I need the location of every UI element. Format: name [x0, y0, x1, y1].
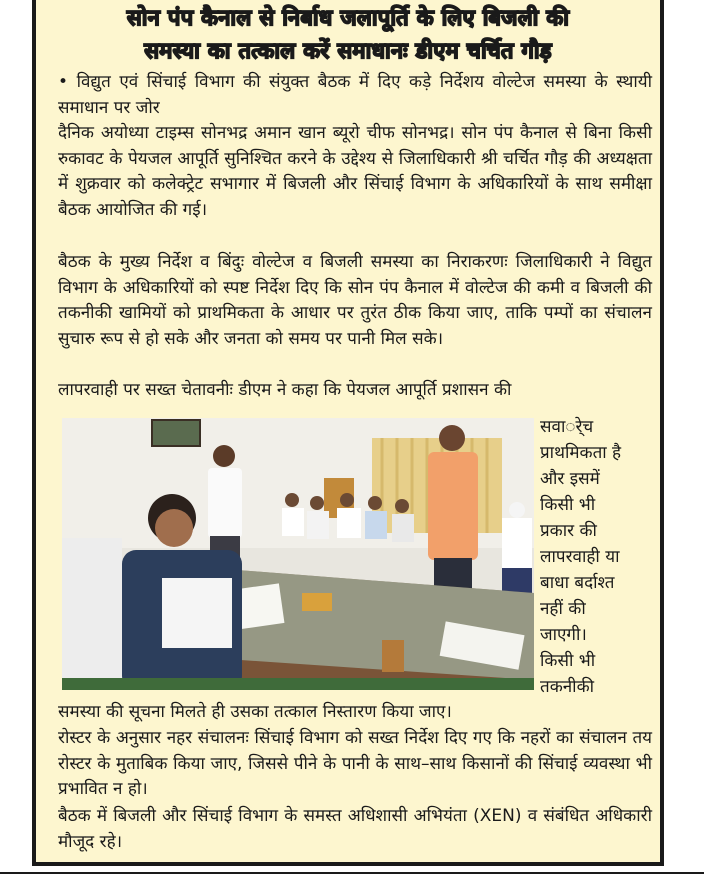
wrapped-line: प्राथमिकता है: [540, 443, 622, 463]
wrapped-line: किसी भी: [540, 651, 596, 671]
directives-paragraph: बैठक के मुख्य निर्देश व बिंदुः वोल्टेज व बिजली समस्या का निराकरणः जिलाधिकारी ने विद्युत विभाग के अधिकारियों को स्पष्ट निर्देश दिए कि सोन पंप कैनाल में वोल्टेज की कमी व बिजली की तकनीकी खामियों को प्राथमिकता के आधार पर तुरंत ठीक किया जाए, ताकि पम्पों का संचालन सुचारु रूप से हो सके और जनता को समय पर पानी मिल सके।: [58, 252, 652, 349]
headline: [36, 2, 660, 68]
closing-paragraph: बैठक में बिजली और सिंचाई विभाग के समस्त अधिशासी अभियंता (XEN) व संबंधित अधिकारी मौजूद रहे।: [58, 806, 652, 852]
warning-continuation: समस्या की सूचना मिलते ही उसका तत्काल निस्तारण किया जाए।: [58, 702, 452, 722]
wrapped-line: किसी भी: [540, 495, 596, 515]
intro-paragraph: दैनिक अयोध्या टाइम्स सोनभद्र अमान खान ब्यूरो चीफ सोनभद्र। सोन पंप कैनाल से बिना किसी रुकावट के पेयजल आपूर्ति सुनिश्चित करने के उद्देश्य से जिलाधिकारी श्री चर्चित गौड़ की अध्यक्षता में शुक्रवार को कलेक्ट्रेट सभागार में बिजली और सिंचाई विभाग के अधिकारियों के साथ समीक्षा बैठक आयोजित की गई।: [58, 123, 652, 220]
wrapped-line: और इसमें: [540, 469, 600, 489]
wrapped-line: सवार्ेच: [540, 417, 594, 437]
meeting-photo: [62, 418, 534, 690]
wrapped-line: प्रकार की: [540, 521, 597, 541]
wrapped-line: बाधा बर्दाश्त: [540, 573, 615, 593]
warning-paragraph: लापरवाही पर सख्त चेतावनीः डीएम ने कहा कि पेयजल आपूर्ति प्रशासन की: [58, 380, 512, 400]
headline-line-1: सोन पंप कैनाल से निर्बाध जलापूर्ति के लिए बिजली की: [126, 5, 570, 31]
wrapped-column: [540, 414, 656, 700]
wrapped-line: तकनीकी: [540, 677, 595, 697]
headline-line-2: समस्या का तत्काल करें समाधानः डीएम चर्चित गौड़: [144, 38, 552, 64]
wrapped-line: नहीं की: [540, 599, 586, 619]
roster-paragraph: रोस्टर के अनुसार नहर संचालनः सिंचाई विभाग को सख्त निर्देश दिए गए कि नहरों का संचालन तय रोस्टर के मुताबिक किया जाए, जिससे पीने के पानी के साथ–साथ किसानों की सिंचाई व्यवस्था भी प्रभावित न हो।: [58, 728, 652, 800]
wrapped-line: लापरवाही या: [540, 547, 620, 567]
news-clipping: [32, 0, 664, 866]
wrapped-line: जाएगी।: [540, 625, 587, 645]
summary-bullet: • विद्युत एवं सिंचाई विभाग की संयुक्त बैठक में दिए कड़े निर्देशय वोल्टेज समस्या के स्थायी समाधान पर जोर: [58, 72, 652, 118]
